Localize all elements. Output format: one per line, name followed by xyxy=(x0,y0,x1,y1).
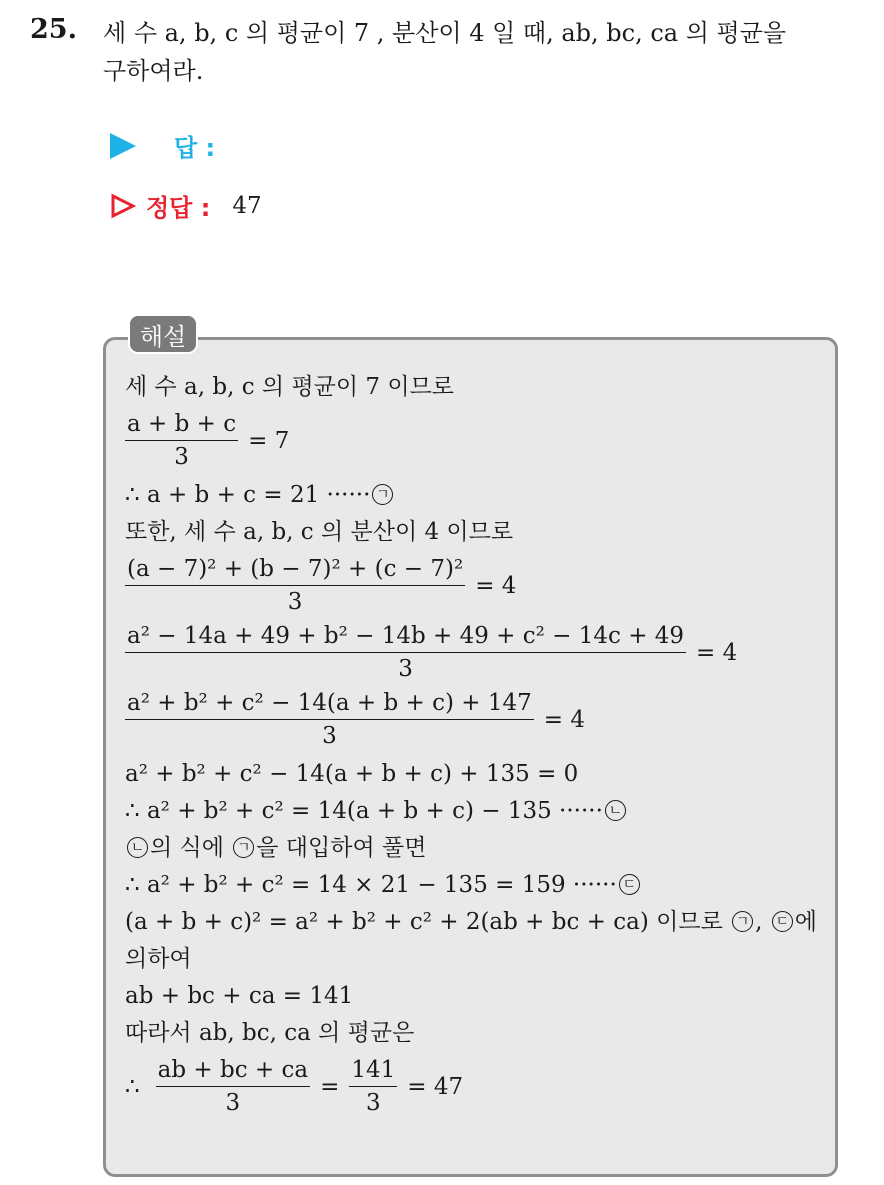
solution-line: 세 수 a, b, c 의 평균이 7 이므로 xyxy=(125,373,455,400)
line-text: 을 대입하여 풀면 xyxy=(256,834,427,861)
numerator: ab + bc + ca xyxy=(156,1055,310,1087)
circled-marker-g: ㄱ xyxy=(732,911,753,932)
circled-marker-n: ㄴ xyxy=(127,837,148,858)
line-text: ∴ a² + b² + c² = 14(a + b + c) − 135 ······ xyxy=(125,797,603,824)
circled-marker-d: ㄷ xyxy=(772,911,793,932)
question-text xyxy=(103,14,873,90)
correct-answer-label: 정답 : xyxy=(146,194,211,222)
circled-marker-n: ㄴ xyxy=(605,800,626,821)
therefore-symbol: ∴ xyxy=(125,1073,140,1100)
solution-line: ab + bc + ca = 141 xyxy=(125,982,354,1009)
solution-line xyxy=(125,866,825,903)
rhs: = 7 xyxy=(248,427,290,454)
solution-body xyxy=(125,368,825,1122)
fraction xyxy=(125,621,686,684)
solution-line: 또한, 세 수 a, b, c 의 분산이 4 이므로 xyxy=(125,518,514,545)
solution-line xyxy=(125,903,825,940)
equals: = xyxy=(320,1073,340,1100)
line-text: ∴ a + b + c = 21 ······ xyxy=(125,481,371,508)
numerator: a + b + c xyxy=(125,409,238,441)
fraction xyxy=(156,1055,310,1118)
solution-line: 따라서 ab, bc, ca 의 평균은 xyxy=(125,1019,415,1046)
rhs: = 4 xyxy=(696,639,738,666)
solution-line xyxy=(125,476,825,513)
question-line-1: 세 수 a, b, c 의 평균이 7 , 분산이 4 일 때, ab, bc, ca 의 평균을 xyxy=(103,19,787,47)
denominator: 3 xyxy=(225,1090,241,1116)
numerator: a² + b² + c² − 14(a + b + c) + 147 xyxy=(125,688,534,720)
answer-label: 답 : xyxy=(174,134,216,162)
numerator: 141 xyxy=(349,1055,397,1087)
line-text: 에 xyxy=(794,908,817,935)
solution-fraction-line xyxy=(125,1055,825,1118)
rhs: = 4 xyxy=(543,706,585,733)
line-text: 의 식에 xyxy=(150,834,224,861)
solution-line xyxy=(125,792,825,829)
solution-line xyxy=(125,829,825,866)
circled-marker-d: ㄷ xyxy=(619,874,640,895)
answer-row xyxy=(110,128,215,163)
solution-fraction-line xyxy=(125,554,825,617)
solution-fraction-line xyxy=(125,409,825,472)
numerator: (a − 7)² + (b − 7)² + (c − 7)² xyxy=(125,554,465,586)
rhs: = 47 xyxy=(407,1073,464,1100)
correct-answer-row xyxy=(110,188,262,223)
outline-triangle-icon xyxy=(110,193,136,219)
solution-fraction-line xyxy=(125,688,825,751)
numerator: a² − 14a + 49 + b² − 14b + 49 + c² − 14c + 49 xyxy=(125,621,686,653)
correct-answer-value: 47 xyxy=(232,192,262,219)
question-line-2: 구하여라. xyxy=(103,57,204,85)
denominator: 3 xyxy=(174,444,189,470)
fraction xyxy=(125,554,465,617)
circled-marker-g: ㄱ xyxy=(233,837,254,858)
rhs: = 4 xyxy=(475,572,517,599)
fraction xyxy=(125,409,238,472)
line-text: (a + b + c)² = a² + b² + c² + 2(ab + bc + ca) 이므로 xyxy=(125,908,723,935)
circled-marker-g: ㄱ xyxy=(372,484,393,505)
denominator: 3 xyxy=(365,1090,381,1116)
solution-tab: 해설 xyxy=(128,314,198,354)
separator: , xyxy=(755,908,763,935)
fraction xyxy=(349,1055,397,1118)
denominator: 3 xyxy=(322,723,337,749)
denominator: 3 xyxy=(398,656,413,682)
line-text: ∴ a² + b² + c² = 14 × 21 − 135 = 159 ······ xyxy=(125,871,617,898)
solution-line: 의하여 xyxy=(125,945,192,972)
solution-line: a² + b² + c² − 14(a + b + c) + 135 = 0 xyxy=(125,760,579,787)
question-number: 25. xyxy=(30,14,77,45)
solution-fraction-line xyxy=(125,621,825,684)
fraction xyxy=(125,688,534,751)
denominator: 3 xyxy=(287,589,303,615)
play-triangle-icon xyxy=(110,133,136,159)
